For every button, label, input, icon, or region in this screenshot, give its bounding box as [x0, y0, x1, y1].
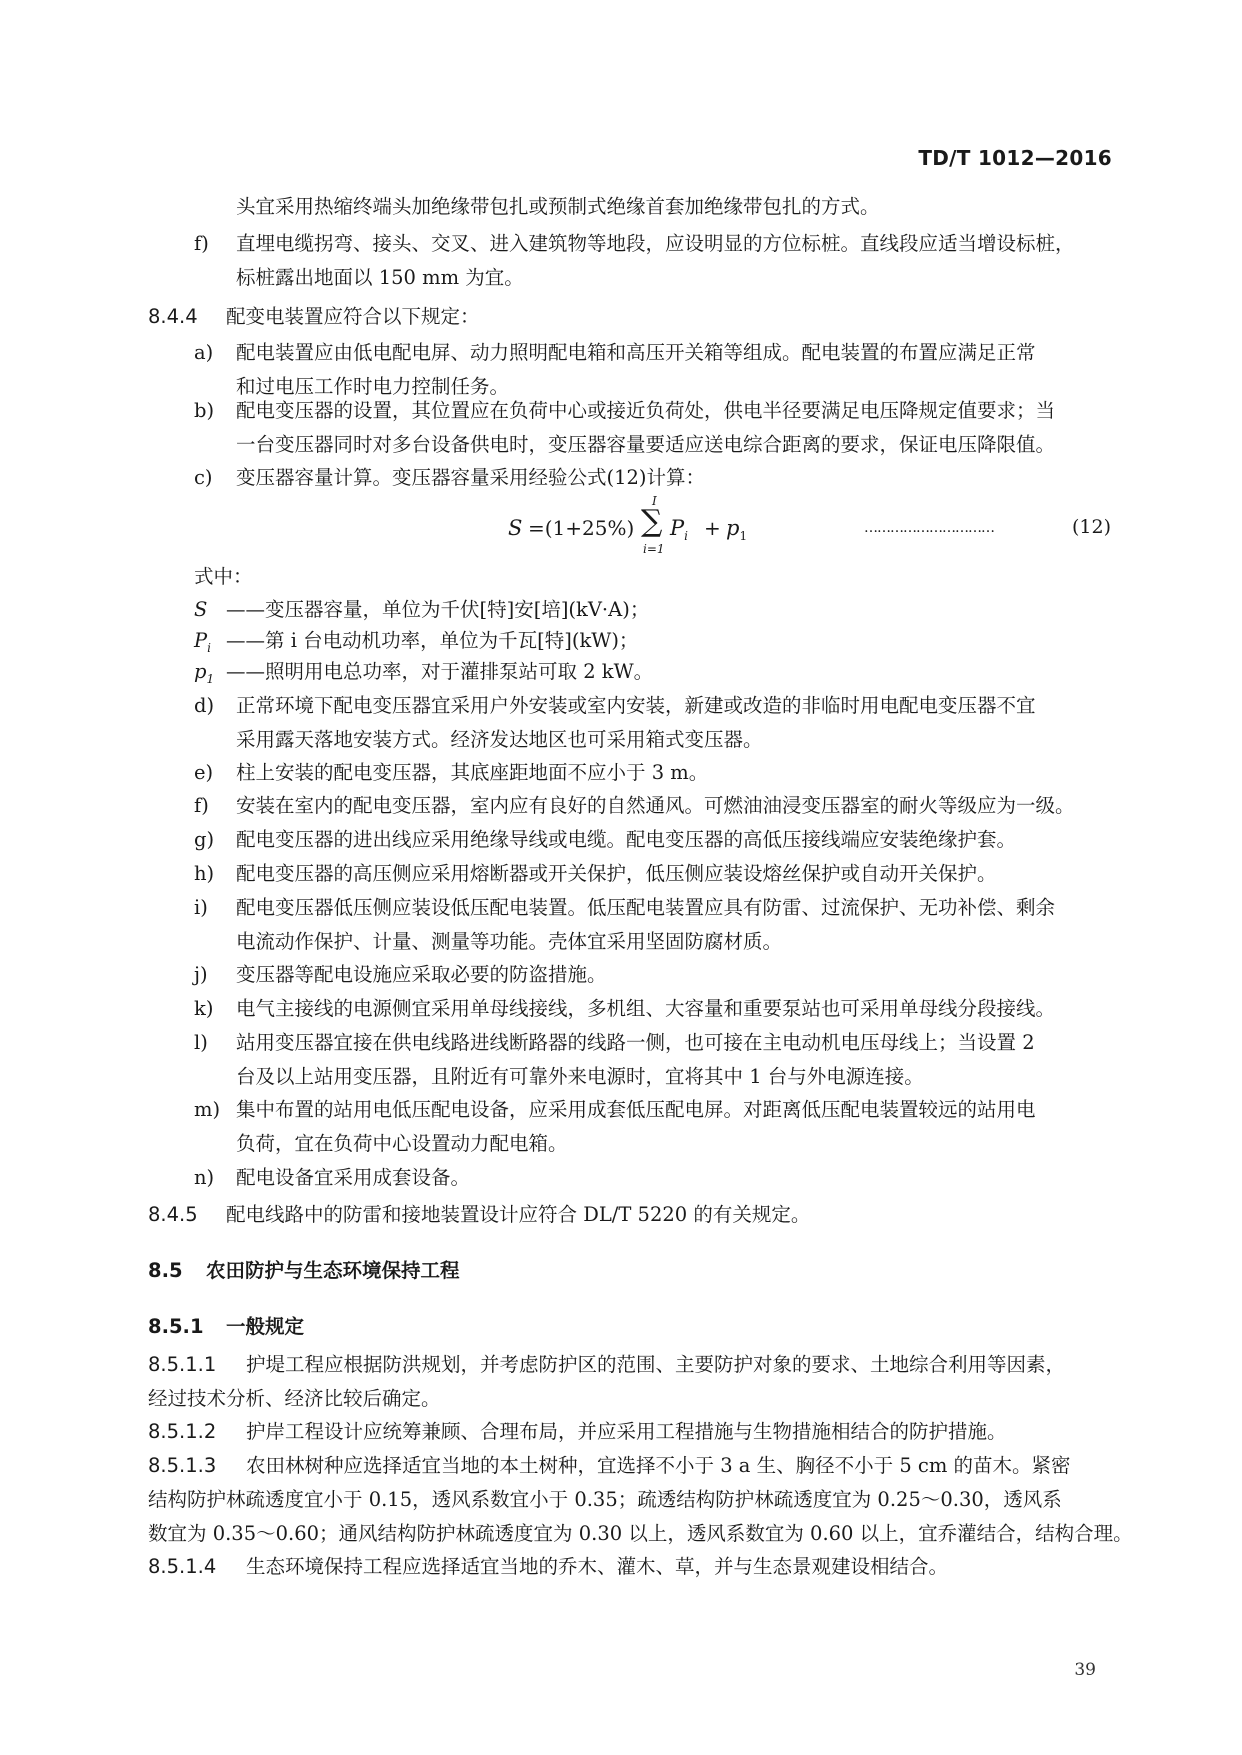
- definition-symbol: P: [194, 629, 208, 652]
- item-label: m): [194, 1098, 221, 1121]
- definition-symbol: S: [194, 598, 208, 621]
- section-title: 农田防护与生态环境保持工程: [206, 1259, 460, 1282]
- formula-subscript: i: [684, 529, 688, 544]
- item-line: 配电设备宜采用成套设备。: [236, 1166, 471, 1189]
- section-number: 8.5: [148, 1259, 183, 1282]
- definition-subscript: 1: [206, 671, 215, 686]
- formula-number: (12): [1072, 516, 1112, 538]
- formula-plus: +: [704, 516, 721, 540]
- section-number: 8.4.4: [148, 305, 198, 328]
- item-line: 变压器等配电设施应采取必要的防盗措施。: [236, 963, 607, 986]
- item-line: 采用露天落地安装方式。经济发达地区也可采用箱式变压器。: [236, 728, 763, 751]
- item-line: 一台变压器同时对多台设备供电时，变压器容量要适应送电综合距离的要求，保证电压降限值。: [236, 433, 1056, 456]
- item-label: c): [194, 466, 213, 489]
- formula-leader-dots: …………………………: [864, 520, 994, 536]
- where-text: 式中：: [194, 565, 253, 588]
- definition-text: ——第 i 台电动机功率，单位为千瓦[特](kW)；: [226, 629, 639, 652]
- sum-lower-limit: i=1: [643, 542, 665, 556]
- item-line: 站用变压器宜接在供电线路进线断路器的线路一侧，也可接在主电动机电压母线上；当设置 2: [236, 1031, 1035, 1054]
- item-label: e): [194, 761, 214, 784]
- item-label: i): [194, 896, 208, 919]
- item-label: j): [194, 963, 208, 986]
- item-line: 直埋电缆拐弯、接头、交叉、进入建筑物等地段，应设明显的方位标桩。直线段应适当增设标桩，: [236, 232, 1075, 255]
- item-line: 配电变压器的高压侧应采用熔断器或开关保护，低压侧应装设熔丝保护或自动开关保护。: [236, 862, 997, 885]
- formula-term-p1: p: [726, 516, 740, 540]
- item-label: n): [194, 1166, 215, 1189]
- formula-term-p: P: [670, 516, 685, 540]
- sum-upper-limit: I: [652, 494, 657, 508]
- item-line: 电流动作保护、计量、测量等功能。壳体宜采用坚固防腐材质。: [236, 930, 783, 953]
- item-label: f): [194, 794, 209, 817]
- clause-number: 8.5.1.2: [148, 1420, 217, 1443]
- section-title: 一般规定: [226, 1315, 305, 1338]
- section-text: 配变电装置应符合以下规定：: [226, 305, 480, 328]
- item-line: 标桩露出地面以 150 mm 为宜。: [236, 266, 524, 289]
- clause-number: 8.5.1.1: [148, 1353, 217, 1376]
- item-label: f): [194, 232, 209, 255]
- formula-coefficient: =(1+25%): [528, 516, 635, 540]
- clause-line: 农田林树种应选择适宜当地的本土树种，宜选择不小于 3 a 生、胸径不小于 5 cm 的苗木。紧密: [246, 1454, 1071, 1477]
- item-line: 配电变压器低压侧应装设低压配电装置。低压配电装置应具有防雷、过流保护、无功补偿、剩余: [236, 896, 1056, 919]
- clause-line: 数宜为 0.35～0.60；通风结构防护林疏透度宜为 0.30 以上，透风系数宜为 0.60 以上，宜乔灌结合，结构合理。: [148, 1522, 1133, 1545]
- item-line: 柱上安装的配电变压器，其底座距地面不应小于 3 m。: [236, 761, 709, 784]
- item-label: a): [194, 341, 214, 364]
- clause-line: 结构防护林疏透度宜小于 0.15，透风系数宜小于 0.35；疏透结构防护林疏透度宜为 0.25～0.30，透风系: [148, 1488, 1062, 1511]
- section-number: 8.5.1: [148, 1315, 204, 1338]
- continuation-line: 头宜采用热缩终端头加绝缘带包扎或预制式绝缘首套加绝缘带包扎的方式。: [236, 195, 880, 218]
- clause-line: 生态环境保持工程应选择适宜当地的乔木、灌木、草，并与生态景观建设相结合。: [246, 1555, 949, 1578]
- item-line: 集中布置的站用电低压配电设备，应采用成套低压配电屏。对距离低压配电装置较远的站用电: [236, 1098, 1036, 1121]
- item-line: 电气主接线的电源侧宜采用单母线接线，多机组、大容量和重要泵站也可采用单母线分段接线。: [236, 997, 1056, 1020]
- item-label: l): [194, 1031, 208, 1054]
- item-label: b): [194, 399, 215, 422]
- item-line: 配电变压器的进出线应采用绝缘导线或电缆。配电变压器的高低压接线端应安装绝缘护套。: [236, 828, 1017, 851]
- definition-symbol: p: [194, 660, 207, 683]
- section-text: 配电线路中的防雷和接地装置设计应符合 DL/T 5220 的有关规定。: [226, 1203, 811, 1226]
- item-line: 负荷，宜在负荷中心设置动力配电箱。: [236, 1132, 568, 1155]
- clause-line: 经过技术分析、经济比较后确定。: [148, 1387, 441, 1410]
- item-line: 配电装置应由低电配电屏、动力照明配电箱和高压开关箱等组成。配电装置的布置应满足正常: [236, 341, 1036, 364]
- item-line: 变压器容量计算。变压器容量采用经验公式(12)计算：: [236, 466, 706, 489]
- item-line: 台及以上站用变压器，且附近有可靠外来电源时，宜将其中 1 台与外电源连接。: [236, 1065, 924, 1088]
- item-label: k): [194, 997, 214, 1020]
- item-label: h): [194, 862, 215, 885]
- clause-number: 8.5.1.3: [148, 1454, 217, 1477]
- definition-subscript: i: [207, 640, 211, 655]
- sum-symbol: ∑: [641, 504, 663, 539]
- clause-line: 护岸工程设计应统筹兼顾、合理布局，并应采用工程措施与生物措施相结合的防护措施。: [246, 1420, 1007, 1443]
- item-line: 安装在室内的配电变压器，室内应有良好的自然通风。可燃油油浸变压器室的耐火等级应为一级。: [236, 794, 1075, 817]
- item-line: 和过电压工作时电力控制任务。: [236, 375, 510, 398]
- item-line: 正常环境下配电变压器宜采用户外安装或室内安装，新建或改造的非临时用电配电变压器不宜: [236, 694, 1036, 717]
- clause-number: 8.5.1.4: [148, 1555, 217, 1578]
- item-label: d): [194, 694, 215, 717]
- formula-12: [508, 494, 1128, 564]
- item-line: 配电变压器的设置，其位置应在负荷中心或接近负荷处，供电半径要满足电压降规定值要求；当: [236, 399, 1056, 422]
- definition-text: ——照明用电总功率，对于灌排泵站可取 2 kW。: [226, 660, 654, 683]
- doc-code-header: TD/T 1012—2016: [918, 146, 1112, 170]
- page-number: 39: [1074, 1660, 1096, 1680]
- clause-line: 护堤工程应根据防洪规划，并考虑防护区的范围、主要防护对象的要求、土地综合利用等因素，: [246, 1353, 1066, 1376]
- definition-text: ——变压器容量，单位为千伏[特]安[培](kV·A)；: [226, 598, 650, 621]
- item-label: g): [194, 828, 215, 851]
- section-number: 8.4.5: [148, 1203, 198, 1226]
- formula-subscript: 1: [739, 529, 748, 544]
- formula-lhs: S: [508, 516, 523, 540]
